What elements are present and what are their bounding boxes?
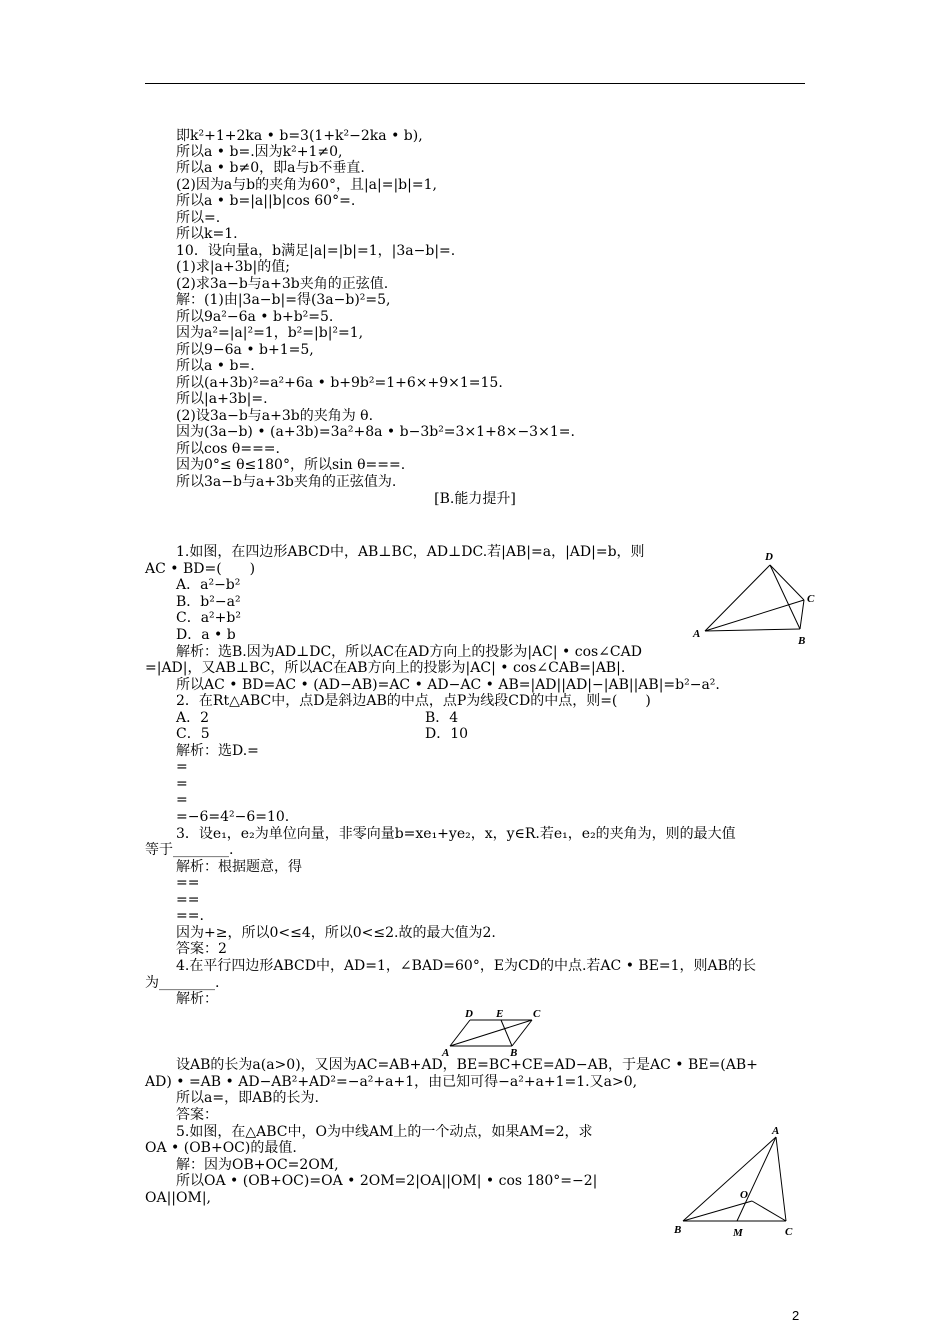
point-label: C [785, 1226, 793, 1238]
header-rule [145, 83, 805, 84]
problem-5: 5.如图，在△ABC中，O为中线AM上的一个动点，如果AM=2，求 [176, 1124, 593, 1140]
text-line: 设AB的长为a(a>0)，又因为AC=AB+AD，BE=BC+CE=AD−AB，于是AC • BE=(AB+ [176, 1057, 758, 1073]
quadrilateral-figure [690, 545, 820, 650]
choice-c: C．a²+b² [176, 610, 241, 626]
text-line: (1)求|a+3b|的值; [176, 259, 290, 275]
point-label: A [442, 1047, 450, 1058]
problem-2: 2．在Rt△ABC中，点D是斜边AB的中点，点P为线段CD的中点，则=( ) [176, 693, 651, 709]
point-label: A [693, 628, 701, 640]
text-line: = [176, 759, 188, 775]
point-label: E [496, 1008, 504, 1020]
text-line: 解析：选D.= [176, 743, 259, 759]
text-line: AC • BD=( ) [145, 561, 256, 577]
text-line: 所以AC • BD=AC • (AD−AB)=AC • AD−AC • AB=|AD||AD|−|AB||AB|=b²−a². [176, 677, 720, 693]
text-line: 所以9−6a • b+1=5, [176, 342, 314, 358]
point-label: B [798, 635, 806, 647]
text-line: 所以9a²−6a • b+b²=5. [176, 309, 334, 325]
section-heading: [B.能力提升] [434, 491, 516, 507]
text-line: 解：(1)由|3a−b|=得(3a−b)²=5, [176, 292, 391, 308]
text-line: OA||OM|, [145, 1190, 212, 1206]
choice-c: C．5 [176, 726, 210, 742]
problem-4: 4.在平行四边形ABCD中，AD=1，∠BAD=60°，E为CD的中点.若AC • BE=1，则AB的长 [176, 958, 756, 974]
text-line: 因为0°≤ θ≤180°，所以sin θ===. [176, 457, 406, 473]
text-line: 所以=. [176, 210, 221, 226]
choice-b: B．b²−a² [176, 594, 241, 610]
point-label: O [740, 1189, 748, 1201]
text-line: 所以(a+3b)²=a²+6a • b+9b²=1+6×+9×1=15. [176, 375, 503, 391]
choice-a: A．2 [176, 710, 210, 726]
text-line: == [176, 875, 200, 891]
text-line: 因为(3a−b) • (a+3b)=3a²+8a • b−3b²=3×1+8×−3×1=. [176, 424, 575, 440]
text-line: 等于________. [145, 842, 234, 858]
text-line: 所以k=1. [176, 226, 238, 242]
text-line: (2)设3a−b与a+3b的夹角为 θ. [176, 408, 374, 424]
text-line: 答案：2 [176, 941, 227, 957]
text-line: 解析： [176, 991, 218, 1007]
point-label: D [465, 1008, 473, 1020]
text-line: 所以a=，即AB的长为. [176, 1090, 319, 1106]
text-line: 为________. [145, 975, 220, 991]
text-line: 所以OA • (OB+OC)=OA • 2OM=2|OA||OM| • cos 180°=−2| [176, 1173, 598, 1189]
text-line: 所以a • b=.因为k²+1≠0, [176, 144, 343, 160]
point-label: D [765, 551, 773, 563]
text-line: 解：因为OB+OC=2OM, [176, 1157, 339, 1173]
text-line: 所以a • b≠0，即a与b不垂直. [176, 160, 365, 176]
point-label: M [733, 1227, 743, 1239]
problem-1: 1.如图，在四边形ABCD中，AB⊥BC，AD⊥DC.若|AB|=a，|AD|=b，则 [176, 544, 645, 560]
text-line: =−6=4²−6=10. [176, 809, 290, 825]
text-line: AD) • =AB • AD−AB²+AD²=−a²+a+1，由已知可得−a²+a+1=1.又a>0, [145, 1074, 638, 1090]
choice-d: D．10 [425, 726, 469, 742]
text-line: OA • (OB+OC)的最值. [145, 1140, 297, 1156]
text-line: 所以|a+3b|=. [176, 391, 268, 407]
point-label: B [674, 1224, 682, 1236]
parallelogram-figure [432, 1006, 552, 1058]
problem-10: 10．设向量a，b满足|a|=|b|=1，|3a−b|=. [176, 243, 456, 259]
text-line: 解析：选B.因为AD⊥DC，所以AC在AD方向上的投影为|AC| • cos∠CAD [176, 644, 642, 660]
choice-a: A．a²−b² [176, 577, 241, 593]
text-line: 所以a • b=. [176, 358, 255, 374]
text-line: (2)因为a与b的夹角为60°，且|a|=|b|=1, [176, 177, 437, 193]
text-line: 答案： [176, 1107, 218, 1123]
point-label: A [772, 1125, 780, 1137]
text-line: 因为a²=|a|²=1，b²=|b|²=1, [176, 325, 364, 341]
page-number: 2 [792, 1308, 800, 1323]
text-line: = [176, 776, 188, 792]
text-line: 因为+≥，所以0<≤4，所以0<≤2.故的最大值为2. [176, 925, 496, 941]
text-line: 所以cos θ===. [176, 441, 280, 457]
problem-3: 3．设e₁，e₂为单位向量，非零向量b=xe₁+ye₂，x，y∈R.若e₁，e₂的夹角为，则的最大值 [176, 826, 736, 842]
text-line: 解析：根据题意，得 [176, 859, 302, 875]
text-line: =|AD|，又AB⊥BC，所以AC在AB方向上的投影为|AC| • cos∠CAB=|AB|. [145, 660, 626, 676]
triangle-figure [668, 1123, 798, 1243]
point-label: C [807, 593, 815, 605]
text-line: (2)求3a−b与a+3b夹角的正弦值. [176, 276, 389, 292]
text-line: ==. [176, 908, 204, 924]
choice-d: D．a • b [176, 627, 236, 643]
text-line: == [176, 892, 200, 908]
text-line: 所以a • b=|a||b|cos 60°=. [176, 193, 356, 209]
text-line: = [176, 792, 188, 808]
point-label: B [510, 1047, 518, 1058]
point-label: C [533, 1008, 541, 1020]
text-line: 即k²+1+2ka • b=3(1+k²−2ka • b), [176, 128, 423, 144]
text-line: 所以3a−b与a+3b夹角的正弦值为. [176, 474, 397, 490]
choice-b: B．4 [425, 710, 459, 726]
